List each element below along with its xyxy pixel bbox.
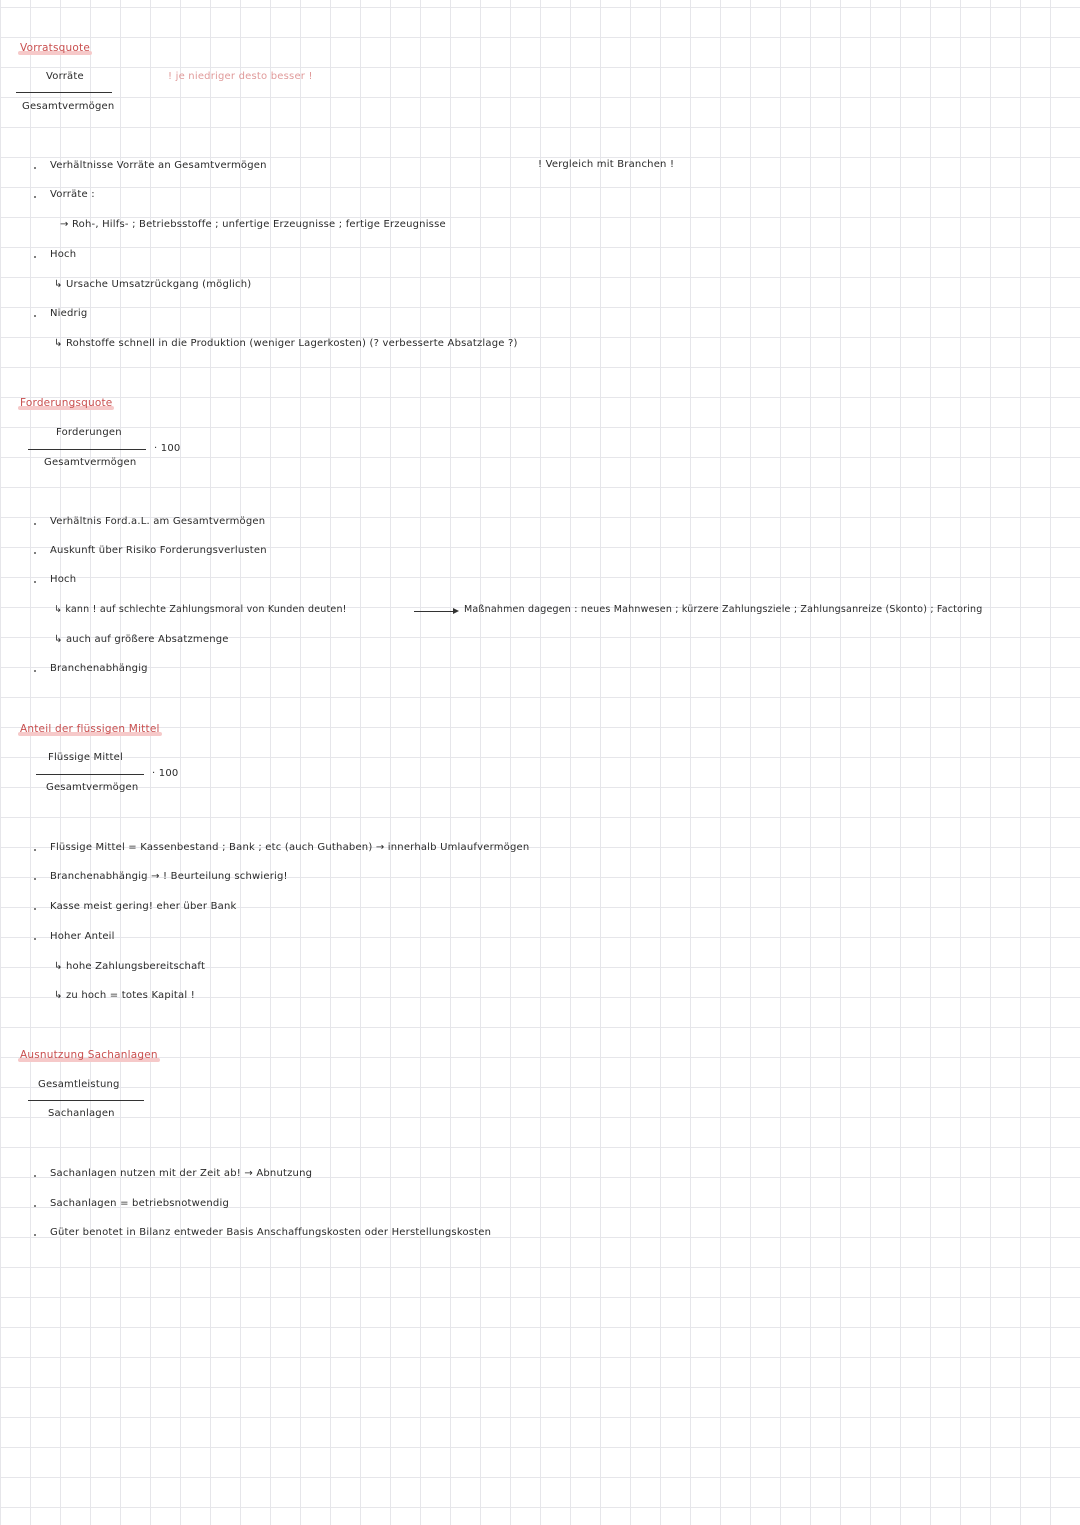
note-lower-better: ! je niedriger desto besser !: [168, 71, 313, 82]
formula-numerator: Forderungen: [56, 427, 122, 438]
forderung-measures: Maßnahmen dagegen : neues Mahnwesen ; kürzere Zahlungsziele ; Zahlungsanreize (Skonto) ; Factoring: [464, 604, 983, 615]
fluessig-bullet-1: Flüssige Mittel = Kassenbestand ; Bank ; etc (auch Guthaben) → innerhalb Umlaufvermögen: [50, 842, 530, 853]
bullet: [34, 256, 36, 258]
formula-denominator: Sachanlagen: [48, 1108, 115, 1119]
fluessig-bullet-3: Kasse meist gering! eher über Bank: [50, 901, 237, 912]
formula-denominator: Gesamtvermögen: [46, 782, 139, 793]
bullet: [34, 1205, 36, 1207]
forderung-bullet-3-sub-2: ↳ auch auf größere Absatzmenge: [54, 634, 229, 645]
sachanlagen-bullet-1: Sachanlagen nutzen mit der Zeit ab! → Abnutzung: [50, 1168, 313, 1179]
section-title-vorratsquote: Vorratsquote: [20, 42, 90, 54]
formula-factor: · 100: [152, 768, 179, 779]
formula-factor: · 100: [154, 443, 181, 454]
bullet: [34, 581, 36, 583]
fluessig-bullet-4-sub-1: ↳ hohe Zahlungsbereitschaft: [54, 961, 206, 972]
bullet: [34, 1234, 36, 1236]
fraction-line: [28, 1100, 144, 1101]
sachanlagen-bullet-3: Güter benotet in Bilanz entweder Basis Anschaffungskosten oder Herstellungskosten: [50, 1227, 492, 1238]
forderung-bullet-4: Branchenabhängig: [50, 663, 148, 674]
bullet: [34, 908, 36, 910]
bullet: [34, 878, 36, 880]
section-title-fluessige-mittel: Anteil der flüssigen Mittel: [20, 723, 160, 735]
note-compare-industry: ! Vergleich mit Branchen !: [538, 159, 675, 170]
fluessig-bullet-4: Hoher Anteil: [50, 931, 115, 942]
vorrat-bullet-4-sub: ↳ Rohstoffe schnell in die Produktion (weniger Lagerkosten) (? verbesserte Absatzlage ?): [54, 338, 518, 349]
vorrat-bullet-2-sub: → Roh-, Hilfs- ; Betriebsstoffe ; unfertige Erzeugnisse ; fertige Erzeugnisse: [60, 219, 446, 230]
bullet: [34, 196, 36, 198]
forderung-bullet-2: Auskunft über Risiko Forderungsverlusten: [50, 545, 267, 556]
formula-numerator: Gesamtleistung: [38, 1079, 120, 1090]
bullet: [34, 315, 36, 317]
bullet: [34, 1175, 36, 1177]
forderung-bullet-1: Verhältnis Ford.a.L. am Gesamtvermögen: [50, 516, 266, 527]
vorrat-bullet-1: Verhältnisse Vorräte an Gesamtvermögen: [50, 160, 267, 171]
forderung-bullet-3: Hoch: [50, 574, 77, 585]
vorrat-bullet-3-sub: ↳ Ursache Umsatzrückgang (möglich): [54, 279, 252, 290]
sachanlagen-bullet-2: Sachanlagen = betriebsnotwendig: [50, 1198, 229, 1209]
formula-numerator: Flüssige Mittel: [48, 752, 123, 763]
bullet: [34, 167, 36, 169]
bullet: [34, 552, 36, 554]
bullet: [34, 849, 36, 851]
fluessig-bullet-2: Branchenabhängig → ! Beurteilung schwierig!: [50, 871, 288, 882]
bullet: [34, 523, 36, 525]
vorrat-bullet-3: Hoch: [50, 249, 77, 260]
formula-denominator: Gesamtvermögen: [22, 101, 115, 112]
forderung-bullet-3-sub-1: ↳ kann ! auf schlechte Zahlungsmoral von Kunden deuten!: [54, 604, 347, 615]
bullet: [34, 670, 36, 672]
section-title-forderungsquote: Forderungsquote: [20, 397, 113, 409]
bullet: [34, 938, 36, 940]
fluessig-bullet-4-sub-2: ↳ zu hoch = totes Kapital !: [54, 990, 195, 1001]
section-title-sachanlagen: Ausnutzung Sachanlagen: [20, 1049, 158, 1061]
fraction-line: [28, 449, 146, 450]
arrow-line: [414, 611, 454, 612]
vorrat-bullet-4: Niedrig: [50, 308, 88, 319]
formula-denominator: Gesamtvermögen: [44, 457, 137, 468]
fraction-line: [36, 774, 144, 775]
vorrat-bullet-2: Vorräte :: [50, 189, 95, 200]
arrow-right-icon: [453, 608, 459, 614]
formula-numerator: Vorräte: [46, 71, 84, 82]
fraction-line: [16, 92, 112, 93]
